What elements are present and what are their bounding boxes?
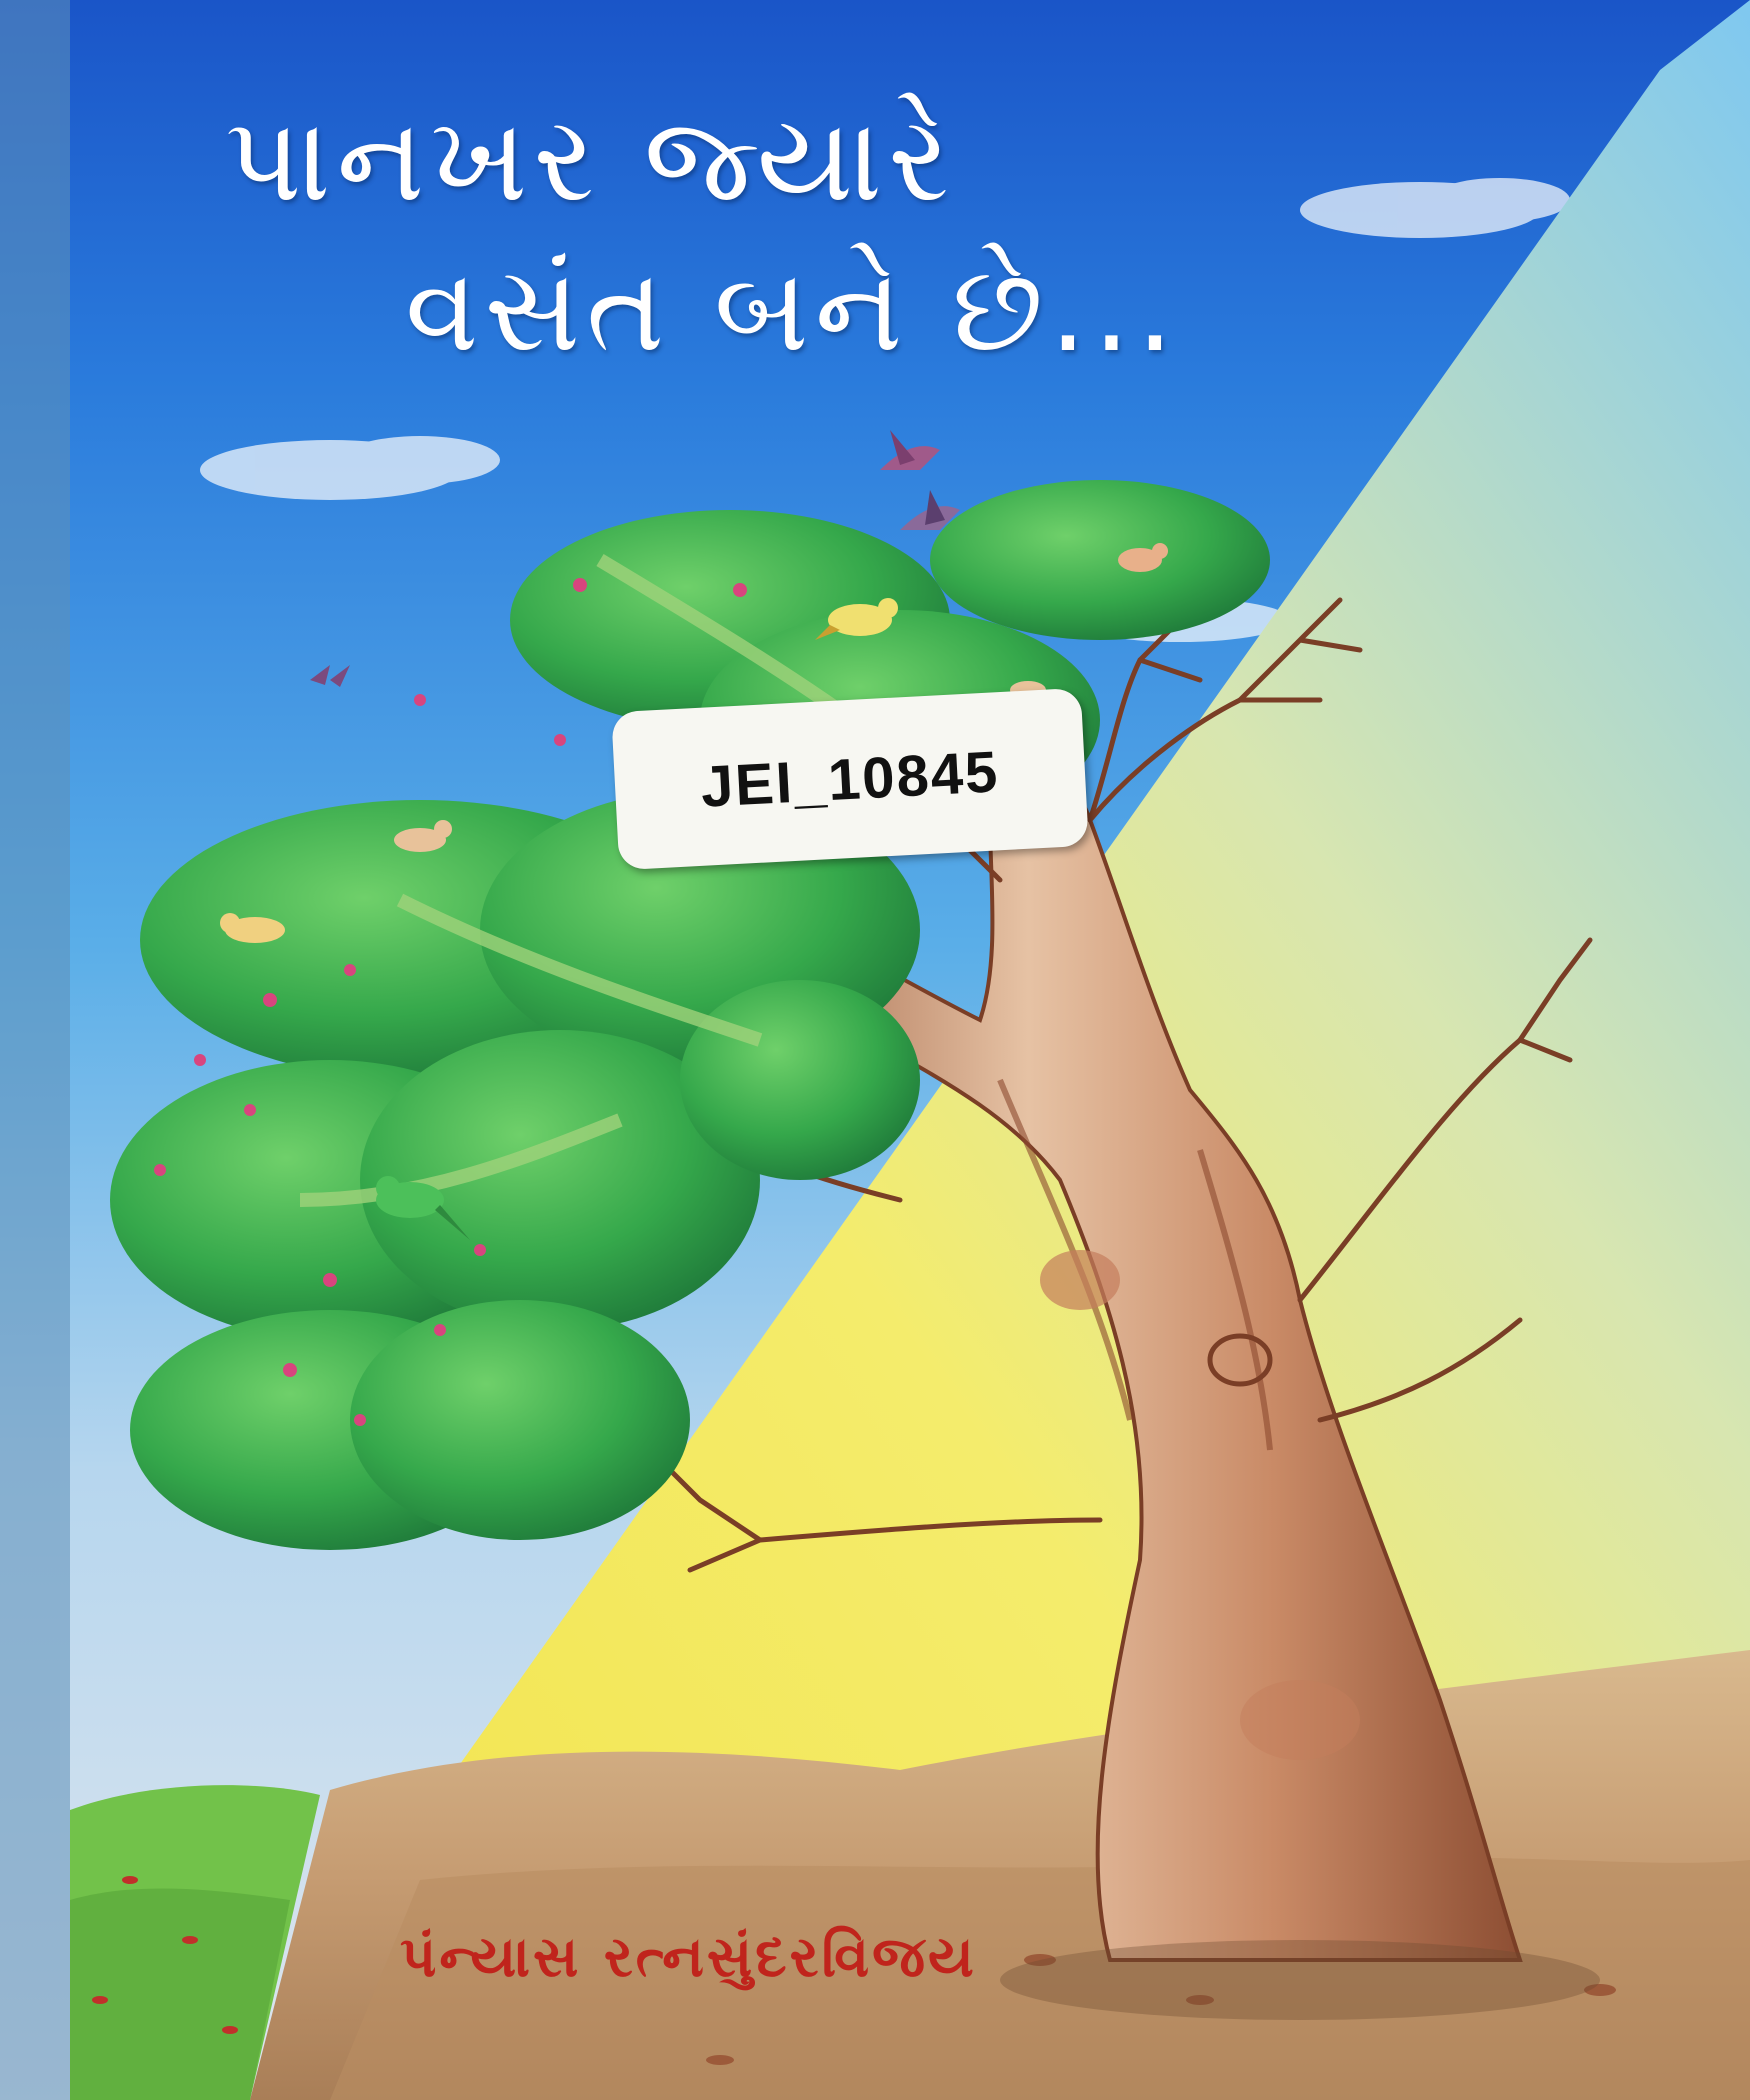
- author-name: પંન્યાસ રત્નસુંદરવિજય: [400, 1925, 977, 1990]
- book-title-line-1: પાનખર જ્યારે: [225, 90, 956, 228]
- catalog-sticker: [611, 688, 1089, 870]
- book-title-line-2: વસંત બને છે...: [405, 240, 1180, 378]
- cover-spine-edge: [0, 0, 70, 2100]
- trunk-shadow: [1000, 1940, 1600, 2020]
- catalog-number: JEI_10845: [699, 738, 1001, 820]
